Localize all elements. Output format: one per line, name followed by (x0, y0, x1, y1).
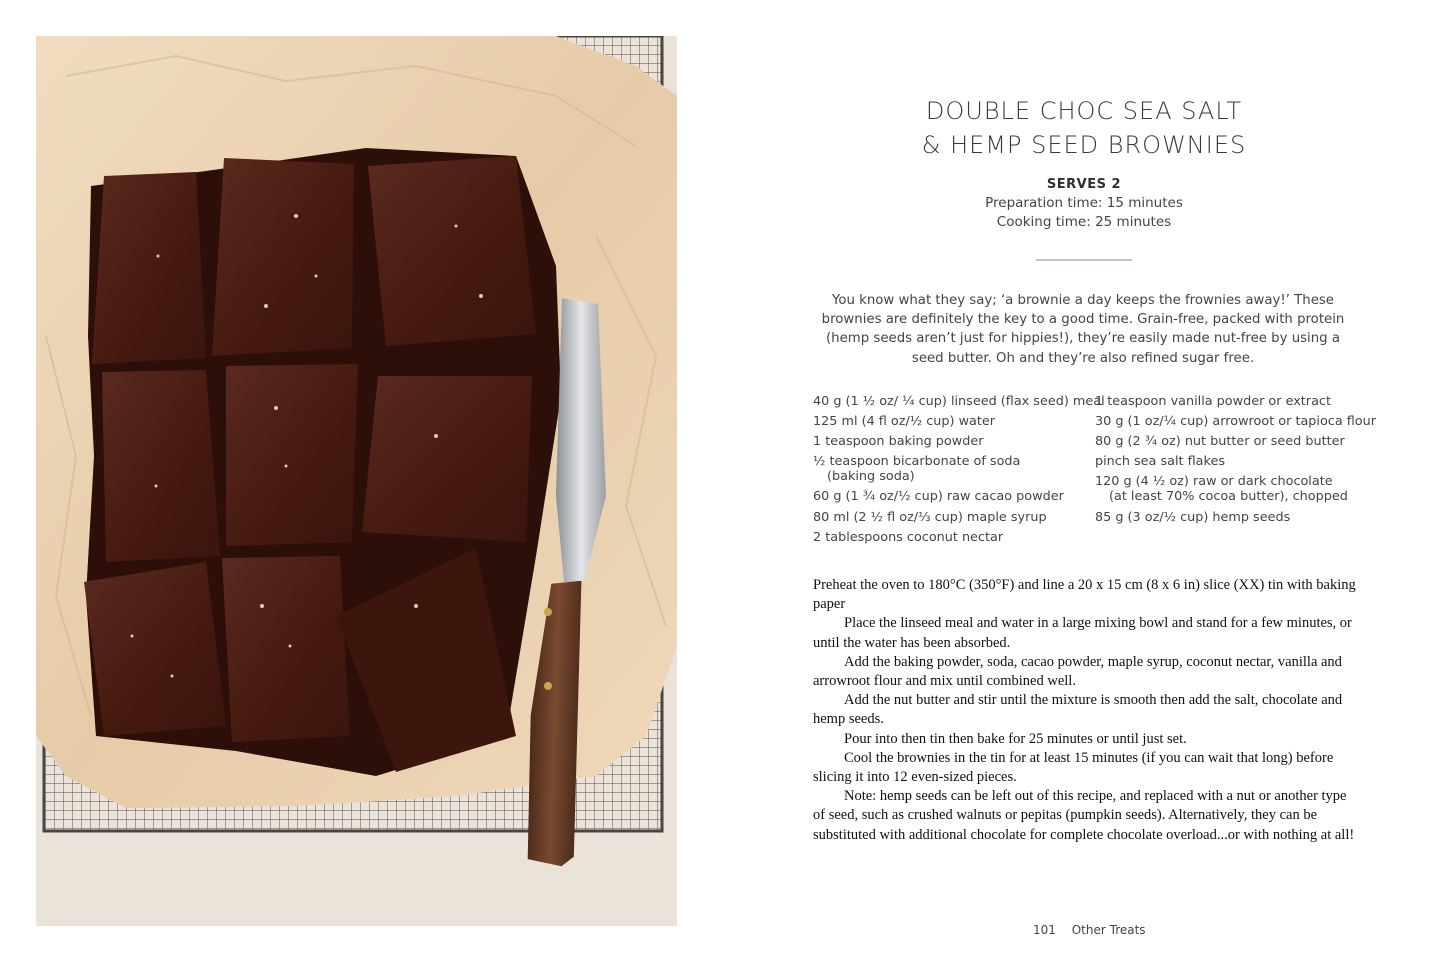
cook-time: Cooking time: 25 minutes (996, 214, 1172, 230)
recipe-title (880, 94, 1288, 162)
intro-paragraph: You know what they say; ‘a brownie a day keeps the frownies away!’ These brownies are definitely the key to a good time. Grain-free, packed with protein (hemp seeds aren’t just for hippies!), they’re easily made nut-free by using a seed butter. Oh and they’re also refined sugar free. (821, 293, 1345, 366)
ingredient-item: 120 g (4 ½ oz) raw or dark chocolate (1095, 474, 1333, 489)
ingredient-item: pinch sea salt flakes (1095, 454, 1225, 469)
ingredient-item: 2 tablespoons coconut nectar (813, 530, 1004, 545)
brownies-photo (36, 36, 677, 926)
ingredient-item: ½ teaspoon bicarbonate of soda (813, 454, 1021, 469)
ingredient-item: 30 g (1 oz/¼ cup) arrowroot or tapioca flour (1095, 414, 1377, 429)
recipe-title-line2: & HEMP SEED BROWNIES (921, 131, 1247, 159)
method-steps (813, 576, 1358, 845)
section-name: Other Treats (1071, 923, 1146, 937)
method-step: Place the linseed meal and water in a large mixing bowl and stand for a few minutes, or until the water has been absorbed. (813, 615, 1352, 651)
method-step: Pour into then tin then bake for 25 minutes or until just set. (844, 730, 1187, 747)
method-step: Cool the brownies in the tin for at least 15 minutes (if you can wait that long) before slicing it into 12 even-sized pieces. (813, 749, 1334, 786)
recipe-title-line1: DOUBLE CHOC SEA SALT (925, 97, 1243, 125)
method-step: Add the baking powder, soda, cacao powder, maple syrup, coconut nectar, vanilla and arrowroot flour and mix until combined well. (813, 653, 1342, 690)
prep-time: Preparation time: 15 minutes (985, 195, 1183, 211)
serves-label: SERVES 2 (1046, 177, 1122, 192)
ingredient-item: 1 teaspoon baking powder (813, 434, 984, 449)
page-number: 101 (1033, 923, 1056, 937)
ingredient-item-continued: (baking soda) (827, 469, 915, 484)
ingredient-item: 125 ml (4 fl oz/½ cup) water (813, 414, 996, 429)
ingredient-item-continued: (at least 70% cocoa butter), chopped (1109, 489, 1348, 504)
ingredient-item: 1 teaspoon vanilla powder or extract (1095, 394, 1331, 409)
ingredient-item: 80 g (2 ¾ oz) nut butter or seed butter (1095, 434, 1345, 449)
page-footer (1033, 923, 1146, 937)
method-step: Preheat the oven to 180°C (350°F) and line a 20 x 15 cm (8 x 6 in) slice (XX) tin with baking paper (813, 577, 1356, 613)
method-step: Add the nut butter and stir until the mixture is smooth then add the salt, chocolate and hemp seeds. (813, 692, 1343, 728)
section-divider (1036, 259, 1132, 261)
ingredient-item: 40 g (1 ½ oz/ ¼ cup) linseed (flax seed) meal (813, 394, 1105, 409)
ingredient-item: 85 g (3 oz/½ cup) hemp seeds (1095, 510, 1291, 525)
method-step: Note: hemp seeds can be left out of this recipe, and replaced with a nut or another type of seed, such as crushed walnuts or pepitas (pumpkin seeds). Alternatively, they can be substituted with additional chocolate for complete chocolate overload...or with nothing at all! (813, 788, 1355, 843)
ingredient-item: 80 ml (2 ½ fl oz/⅓ cup) maple syrup (813, 510, 1047, 525)
ingredient-item: 60 g (1 ¾ oz/½ cup) raw cacao powder (813, 489, 1064, 504)
